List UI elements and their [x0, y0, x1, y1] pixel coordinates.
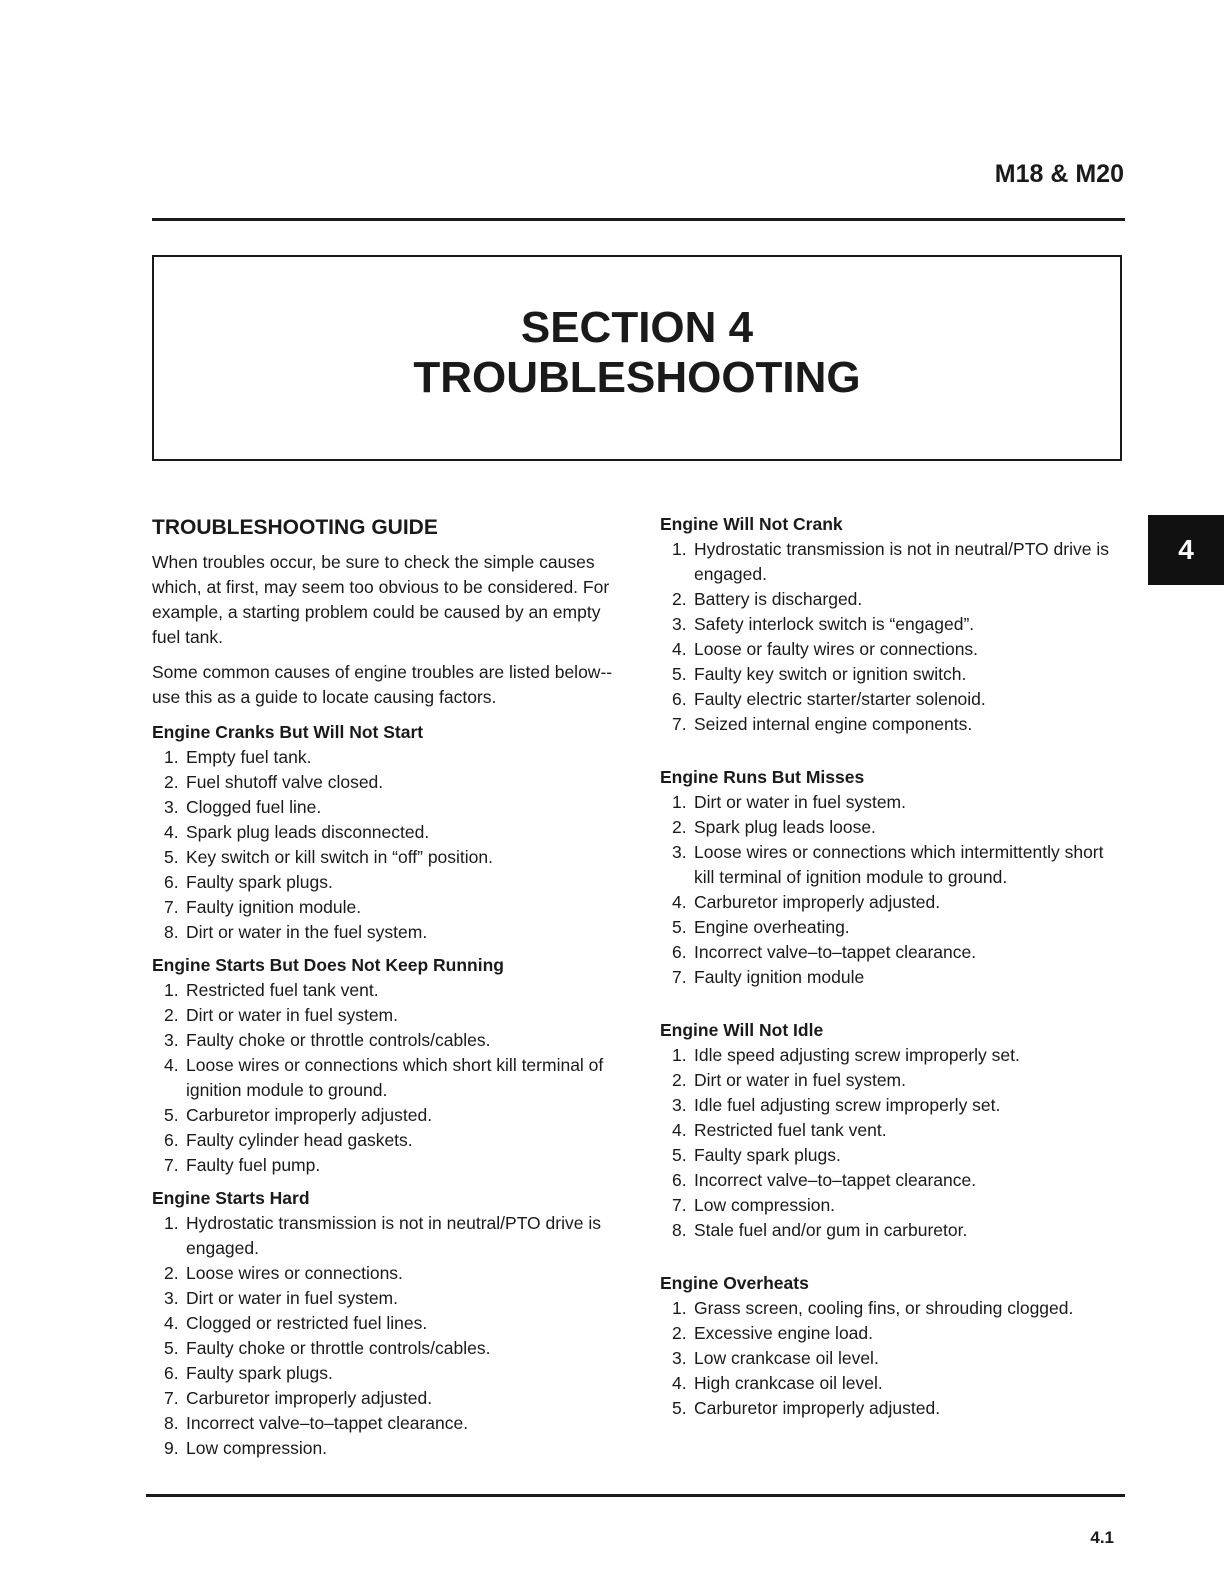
cause-text: Restricted fuel tank vent. — [694, 1120, 887, 1140]
cause-text: Carburetor improperly adjusted. — [186, 1105, 433, 1125]
cause-item — [152, 1436, 622, 1461]
cause-number: 8. — [672, 1220, 687, 1240]
cause-number: 9. — [164, 1438, 179, 1458]
cause-item — [660, 1068, 1110, 1093]
cause-text: Spark plug leads disconnected. — [186, 822, 430, 842]
cause-item — [660, 587, 1110, 612]
cause-text: Loose wires or connections which intermittently short kill terminal of ignition module to ground. — [694, 842, 1104, 887]
cause-number: 1. — [164, 747, 179, 767]
cause-text: Hydrostatic transmission is not in neutral/PTO drive is engaged. — [186, 1213, 601, 1258]
cause-item — [152, 1386, 622, 1411]
cause-item — [660, 1346, 1110, 1371]
cause-item — [660, 815, 1110, 840]
cause-number: 5. — [672, 1398, 687, 1418]
cause-item — [660, 790, 1110, 815]
cause-text: Carburetor improperly adjusted. — [694, 892, 941, 912]
cause-number: 2. — [672, 589, 687, 609]
cause-text: Dirt or water in the fuel system. — [186, 922, 428, 942]
symptom-group — [660, 512, 1110, 737]
cause-item — [660, 1118, 1110, 1143]
cause-number: 2. — [164, 1263, 179, 1283]
cause-item — [152, 978, 622, 1003]
cause-number: 8. — [164, 1413, 179, 1433]
cause-number: 2. — [672, 1323, 687, 1343]
cause-number: 3. — [672, 842, 687, 862]
cause-number: 3. — [164, 1030, 179, 1050]
symptom-title: Engine Overheats — [660, 1273, 809, 1293]
symptom-group — [152, 720, 622, 945]
cause-item — [152, 1003, 622, 1028]
cause-item — [660, 915, 1110, 940]
section-title-box — [152, 255, 1122, 461]
cause-number: 1. — [672, 1298, 687, 1318]
cause-item — [152, 1211, 622, 1261]
cause-text: Incorrect valve–to–tappet clearance. — [694, 942, 977, 962]
cause-number: 1. — [672, 539, 687, 559]
cause-number: 2. — [164, 1005, 179, 1025]
cause-number: 7. — [672, 714, 687, 734]
cause-list — [660, 1296, 1110, 1421]
cause-item — [152, 795, 622, 820]
symptom-title: Engine Cranks But Will Not Start — [152, 722, 424, 742]
right-symptom-groups — [660, 512, 1110, 1421]
cause-text: Clogged or restricted fuel lines. — [186, 1313, 428, 1333]
cause-number: 5. — [672, 1145, 687, 1165]
cause-item — [660, 637, 1110, 662]
cause-item — [660, 1218, 1110, 1243]
symptom-title: Engine Runs But Misses — [660, 767, 865, 787]
cause-item — [660, 1193, 1110, 1218]
cause-text: Faulty key switch or ignition switch. — [694, 664, 967, 684]
cause-item — [660, 1371, 1110, 1396]
top-rule — [152, 218, 1125, 221]
cause-item — [660, 662, 1110, 687]
symptom-title: Engine Will Not Crank — [660, 514, 843, 534]
cause-number: 5. — [672, 917, 687, 937]
cause-text: Excessive engine load. — [694, 1323, 873, 1343]
cause-item — [152, 1311, 622, 1336]
cause-number: 2. — [672, 1070, 687, 1090]
cause-item — [660, 1168, 1110, 1193]
cause-text: Dirt or water in fuel system. — [186, 1288, 398, 1308]
symptom-group — [660, 1271, 1110, 1421]
cause-item — [152, 820, 622, 845]
cause-item — [660, 1143, 1110, 1168]
cause-text: Dirt or water in fuel system. — [186, 1005, 398, 1025]
right-column — [660, 512, 1110, 1449]
cause-text: Faulty choke or throttle controls/cables. — [186, 1338, 491, 1358]
cause-text: Seized internal engine components. — [694, 714, 973, 734]
cause-number: 4. — [164, 822, 179, 842]
cause-text: Fuel shutoff valve closed. — [186, 772, 384, 792]
cause-number: 1. — [672, 1045, 687, 1065]
cause-number: 5. — [164, 1105, 179, 1125]
page-number: 4.1 — [1090, 1528, 1114, 1547]
left-column — [152, 512, 622, 1469]
cause-item — [152, 770, 622, 795]
model-header: M18 & M20 — [994, 160, 1124, 188]
cause-text: Empty fuel tank. — [186, 747, 312, 767]
cause-text: Stale fuel and/or gum in carburetor. — [694, 1220, 968, 1240]
cause-text: Faulty fuel pump. — [186, 1155, 321, 1175]
guide-intro-paragraph: When troubles occur, be sure to check the simple causes which, at first, may seem too obvious to be considered. For example, a starting problem could be caused by an empty fuel tank. — [152, 552, 610, 647]
cause-number: 4. — [164, 1313, 179, 1333]
cause-item — [660, 1093, 1110, 1118]
cause-text: Idle speed adjusting screw improperly set. — [694, 1045, 1020, 1065]
symptom-title: Engine Will Not Idle — [660, 1020, 824, 1040]
guide-intro-paragraph: Some common causes of engine troubles are listed below--use this as a guide to locate causing factors. — [152, 662, 613, 707]
cause-text: Key switch or kill switch in “off” position. — [186, 847, 494, 867]
guide-title: TROUBLESHOOTING GUIDE — [152, 516, 438, 539]
cause-number: 8. — [164, 922, 179, 942]
cause-text: Faulty choke or throttle controls/cables. — [186, 1030, 491, 1050]
cause-text: Carburetor improperly adjusted. — [186, 1388, 433, 1408]
cause-item — [152, 1336, 622, 1361]
cause-number: 3. — [672, 1095, 687, 1115]
symptom-title: Engine Starts But Does Not Keep Running — [152, 955, 504, 975]
cause-number: 3. — [164, 1288, 179, 1308]
cause-item — [660, 890, 1110, 915]
cause-item — [660, 687, 1110, 712]
cause-number: 7. — [164, 1155, 179, 1175]
cause-text: Loose wires or connections. — [186, 1263, 403, 1283]
cause-text: Restricted fuel tank vent. — [186, 980, 379, 1000]
cause-number: 7. — [672, 1195, 687, 1215]
cause-number: 3. — [672, 614, 687, 634]
cause-text: Incorrect valve–to–tappet clearance. — [186, 1413, 469, 1433]
cause-number: 6. — [672, 942, 687, 962]
cause-list — [660, 790, 1110, 990]
section-number: SECTION 4 — [520, 303, 754, 352]
cause-number: 6. — [672, 1170, 687, 1190]
cause-item — [660, 1396, 1110, 1421]
cause-text: Faulty electric starter/starter solenoid. — [694, 689, 986, 709]
cause-number: 4. — [672, 1120, 687, 1140]
cause-item — [152, 1361, 622, 1386]
cause-item — [152, 845, 622, 870]
cause-number: 3. — [672, 1348, 687, 1368]
cause-text: Loose wires or connections which short kill terminal of ignition module to ground. — [186, 1055, 604, 1100]
symptom-group — [152, 953, 622, 1178]
cause-number: 4. — [672, 639, 687, 659]
cause-number: 4. — [672, 1373, 687, 1393]
cause-text: Dirt or water in fuel system. — [694, 792, 906, 812]
cause-text: Faulty cylinder head gaskets. — [186, 1130, 413, 1150]
cause-text: Low compression. — [694, 1195, 836, 1215]
cause-number: 1. — [672, 792, 687, 812]
cause-item — [660, 537, 1110, 587]
cause-number: 6. — [164, 1363, 179, 1383]
cause-item — [152, 920, 622, 945]
cause-item — [660, 1043, 1110, 1068]
cause-text: Loose or faulty wires or connections. — [694, 639, 979, 659]
symptom-group — [660, 765, 1110, 990]
cause-item — [660, 1296, 1110, 1321]
bottom-rule — [146, 1494, 1125, 1497]
cause-number: 2. — [672, 817, 687, 837]
cause-text: Spark plug leads loose. — [694, 817, 876, 837]
cause-text: Faulty ignition module. — [186, 897, 362, 917]
cause-list — [660, 537, 1110, 737]
cause-number: 5. — [672, 664, 687, 684]
cause-number: 4. — [164, 1055, 179, 1075]
cause-text: Faulty ignition module — [694, 967, 865, 987]
cause-text: Carburetor improperly adjusted. — [694, 1398, 941, 1418]
cause-item — [152, 1103, 622, 1128]
cause-item — [152, 895, 622, 920]
symptom-group — [660, 1018, 1110, 1243]
cause-number: 1. — [164, 1213, 179, 1233]
cause-number: 6. — [672, 689, 687, 709]
cause-text: Idle fuel adjusting screw improperly set. — [694, 1095, 1001, 1115]
cause-number: 2. — [164, 772, 179, 792]
cause-item — [660, 1321, 1110, 1346]
cause-item — [152, 1153, 622, 1178]
cause-number: 5. — [164, 1338, 179, 1358]
cause-number: 7. — [672, 967, 687, 987]
cause-number: 5. — [164, 847, 179, 867]
symptom-group — [152, 1186, 622, 1461]
cause-text: Hydrostatic transmission is not in neutral/PTO drive is engaged. — [694, 539, 1109, 584]
cause-number: 3. — [164, 797, 179, 817]
cause-item — [660, 940, 1110, 965]
cause-number: 6. — [164, 1130, 179, 1150]
cause-item — [152, 1028, 622, 1053]
cause-number: 6. — [164, 872, 179, 892]
cause-number: 7. — [164, 897, 179, 917]
cause-item — [152, 1286, 622, 1311]
cause-list — [660, 1043, 1110, 1243]
cause-number: 7. — [164, 1388, 179, 1408]
cause-text: Battery is discharged. — [694, 589, 863, 609]
cause-list — [152, 978, 622, 1178]
cause-text: Low compression. — [186, 1438, 328, 1458]
cause-text: High crankcase oil level. — [694, 1373, 883, 1393]
cause-number: 1. — [164, 980, 179, 1000]
cause-list — [152, 1211, 622, 1461]
cause-text: Faulty spark plugs. — [186, 872, 333, 892]
cause-item — [660, 840, 1110, 890]
cause-item — [152, 1128, 622, 1153]
cause-item — [660, 612, 1110, 637]
cause-text: Grass screen, cooling fins, or shrouding clogged. — [694, 1298, 1074, 1318]
cause-item — [660, 965, 1110, 990]
cause-text: Dirt or water in fuel system. — [694, 1070, 906, 1090]
cause-text: Faulty spark plugs. — [186, 1363, 333, 1383]
left-symptom-groups — [152, 720, 622, 1461]
cause-text: Incorrect valve–to–tappet clearance. — [694, 1170, 977, 1190]
cause-text: Faulty spark plugs. — [694, 1145, 841, 1165]
section-side-tab: 4 — [1148, 515, 1224, 585]
cause-text: Low crankcase oil level. — [694, 1348, 879, 1368]
cause-text: Safety interlock switch is “engaged”. — [694, 614, 975, 634]
symptom-title: Engine Starts Hard — [152, 1188, 310, 1208]
cause-item — [152, 1261, 622, 1286]
cause-item — [152, 745, 622, 770]
cause-text: Engine overheating. — [694, 917, 850, 937]
cause-item — [152, 870, 622, 895]
cause-item — [152, 1053, 622, 1103]
section-name: TROUBLESHOOTING — [413, 353, 861, 402]
cause-item — [152, 1411, 622, 1436]
cause-number: 4. — [672, 892, 687, 912]
cause-text: Clogged fuel line. — [186, 797, 322, 817]
cause-list — [152, 745, 622, 945]
cause-item — [660, 712, 1110, 737]
